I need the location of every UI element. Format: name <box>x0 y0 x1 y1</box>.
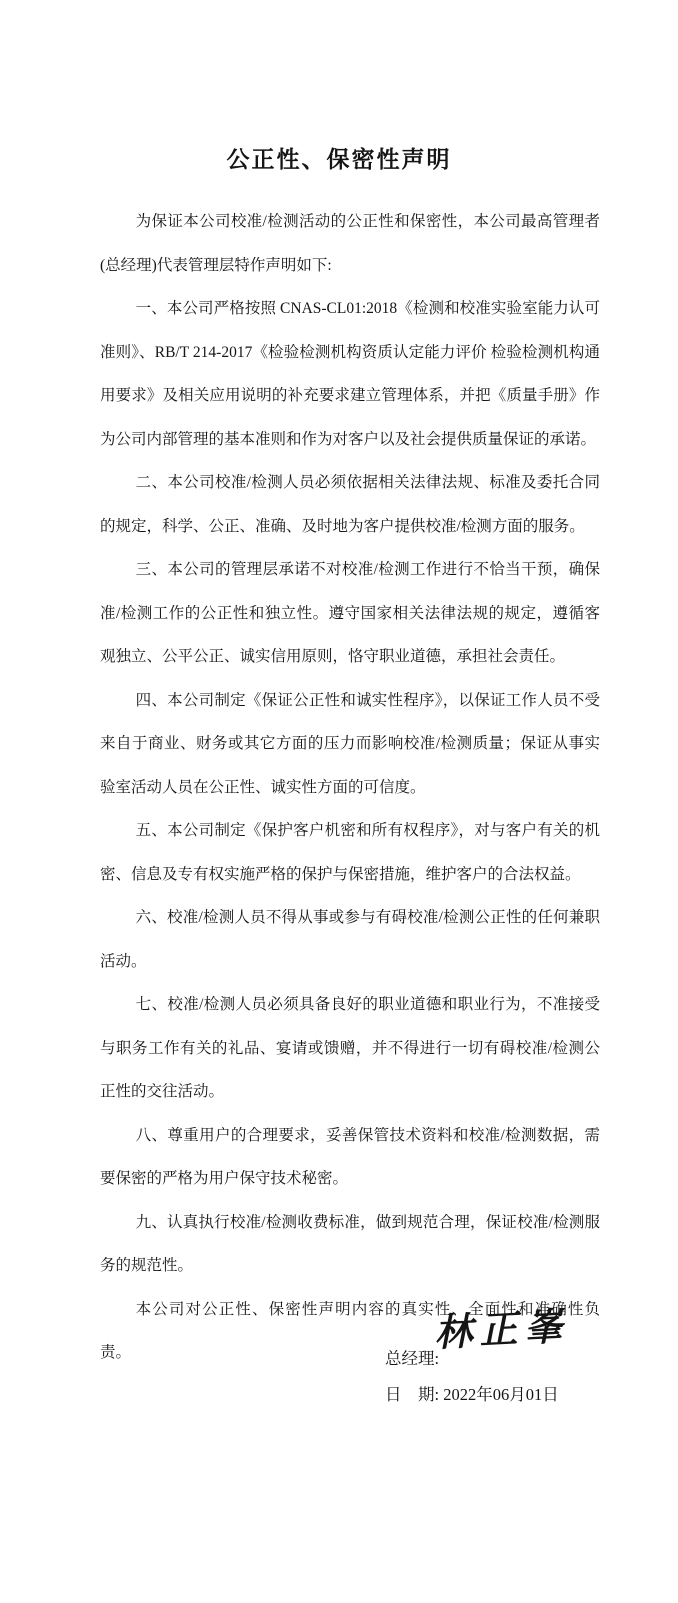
statement-item-8: 八、尊重用户的合理要求，妥善保管技术资料和校准/检测数据，需要保密的严格为用户保守技术秘密。 <box>100 1126 600 1187</box>
handwritten-signature: 林正峯 <box>433 1306 571 1356</box>
intro-paragraph: 为保证本公司校准/检测活动的公正性和保密性，本公司最高管理者(总经理)代表管理层特作声明如下: <box>100 213 600 274</box>
statement-item-3: 三、本公司的管理层承诺不对校准/检测工作进行不恰当干预，确保准/检测工作的公正性和独立性。遵守国家相关法律法规的规定，遵循客观独立、公平公正、诚实信用原则，恪守职业道德，承担社会责任。 <box>100 561 600 665</box>
document-title: 公正性、保密性声明 <box>226 147 452 172</box>
date-value: 2022年06月01日 <box>443 1385 559 1404</box>
general-manager-label: 总经理: <box>385 1349 440 1368</box>
closing-paragraph: 本公司对公正性、保密性声明内容的真实性、全面性和准确性负责。 <box>100 1300 600 1361</box>
statement-item-6: 六、校准/检测人员不得从事或参与有碍校准/检测公正性的任何兼职活动。 <box>100 909 600 970</box>
document-body <box>100 200 600 1375</box>
statement-item-2: 二、本公司校准/检测人员必须依据相关法律法规、标准及委托合同的规定，科学、公正、准确、及时地为客户提供校准/检测方面的服务。 <box>100 474 600 535</box>
statement-item-1: 一、本公司严格按照 CNAS-CL01:2018《检测和校准实验室能力认可准则》、RB/T 214-2017《检验检测机构资质认定能力评价 检验检测机构通用要求》及相关应用说明的补充要求建立管理体系，并把《质量手册》作为公司内部管理的基本准则和作为对客户以及社会提供质量保证的承诺。 <box>100 300 600 448</box>
statement-item-7: 七、校准/检测人员必须具备良好的职业道德和职业行为，不准接受与职务工作有关的礼品、宴请或馈赠，并不得进行一切有碍校准/检测公正性的交往活动。 <box>100 996 600 1100</box>
statement-item-4: 四、本公司制定《保证公正性和诚实性程序》，以保证工作人员不受来自于商业、财务或其它方面的压力而影响校准/检测质量；保证从事实验室活动人员在公正性、诚实性方面的可信度。 <box>100 691 600 796</box>
statement-item-9: 九、认真执行校准/检测收费标准，做到规范合理，保证校准/检测服务的规范性。 <box>100 1213 600 1274</box>
statement-item-5: 五、本公司制定《保护客户机密和所有权程序》，对与客户有关的机密、信息及专有权实施严格的保护与保密措施，维护客户的合法权益。 <box>100 822 600 883</box>
date-label: 日 期: <box>385 1385 440 1404</box>
date-line <box>385 1382 559 1408</box>
